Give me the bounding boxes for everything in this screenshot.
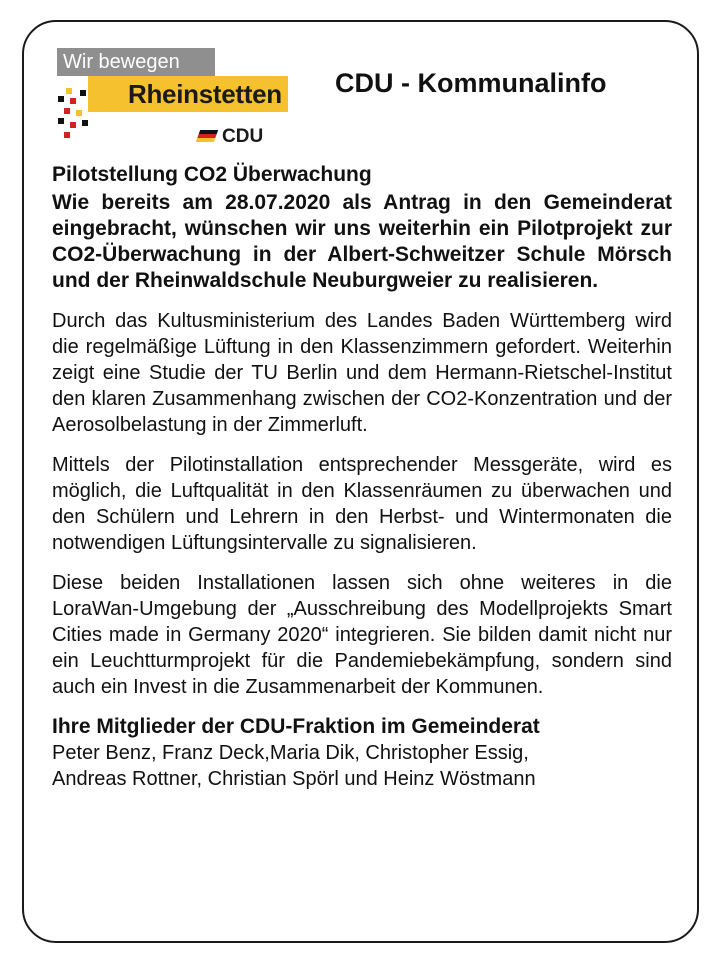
signature-title: Ihre Mitglieder der CDU-Fraktion im Gemeinderat [52,715,540,738]
article-paragraph: Diese beiden Installationen lassen sich ohne weiteres in die LoraWan-Umgebung der „Ausschreibung des Modellprojekts Smart Cities made in Germany 2020“ integrieren. Sie bilden damit nicht nur ein Leuchtturmprojekt für die Pandemiebekämpfung, sondern sind auch ein Invest in die Zusammenarbeit der Kommunen. [52,572,672,698]
logo-party-label: CDU [222,126,264,147]
logo-town: Rheinstetten [88,76,288,112]
article-lead: Wie bereits am 28.07.2020 als Antrag in den Gemeinderat eingebracht, wünschen wir uns weiterhin ein Pilotprojekt zur CO2-Überwachung in der Albert-Schweitzer Schule Mörsch und der Rheinwaldschule Neuburgweier zu realisieren. [52,191,672,292]
article-paragraph: Mittels der Pilotinstallation entsprechender Messgeräte, wird es möglich, die Luftqualität in den Klassenräumen zu überwachen und den Schülern und Lehrern in den Herbst- und Wintermonaten die notwendigen Lüftungsintervalle zu signalisieren. [52,454,672,554]
article-subheading: Pilotstellung CO2 Überwachung [52,163,372,186]
cdu-rheinstetten-logo [52,46,290,154]
logo-party [198,126,263,148]
article-body [52,162,672,792]
article-paragraph: Durch das Kultusministerium des Landes Baden Württemberg wird die regelmäßige Lüftung in den Klassenzimmern gefordert. Weiterhin zeigt eine Studie der TU Berlin und dem Hermann-Rietschel-Institut den klaren Zusammenhang zwischen der CO2-Konzentration und der Aerosolbelastung in der Zimmerluft. [52,310,672,436]
signature-names: Peter Benz, Franz Deck,Maria Dik, Christopher Essig, [52,742,529,764]
cdu-flag-icon [196,130,218,142]
logo-tagline: Wir bewegen [57,48,215,76]
signature-names: Andreas Rottner, Christian Spörl und Heinz Wöstmann [52,768,536,790]
page-title: CDU - Kommunalinfo [335,68,607,98]
